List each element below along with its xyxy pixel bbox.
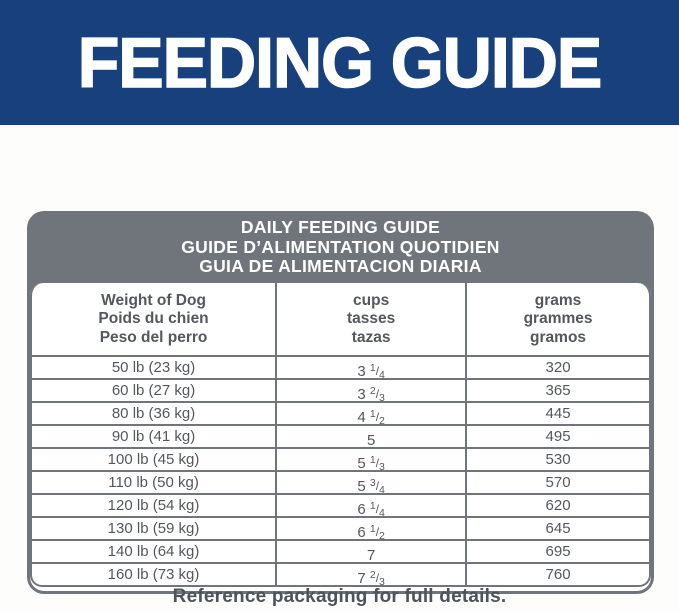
header-weight-fr: Poids du chien xyxy=(98,310,209,327)
cups-slash: / xyxy=(375,502,380,516)
grams-cell: 570 xyxy=(465,470,649,493)
table-row xyxy=(32,539,649,562)
header-grams xyxy=(465,283,649,356)
cups-numerator: 3 xyxy=(369,477,376,489)
cups-whole: 3 xyxy=(357,386,366,403)
grams-cell: 320 xyxy=(465,355,649,378)
cups-slash: / xyxy=(375,479,380,493)
table-row xyxy=(32,516,649,542)
cups-numerator: 1 xyxy=(369,500,376,512)
cups-denominator: 4 xyxy=(379,484,385,496)
reference-note: Reference packaging for full details. xyxy=(172,586,507,607)
grams-cell: 495 xyxy=(465,424,649,447)
cups-slash: / xyxy=(375,571,380,585)
weight-cell: 110 lb (50 kg) xyxy=(32,470,275,493)
table-header-row xyxy=(32,283,649,356)
cups-whole: 5 xyxy=(357,478,366,495)
cups-numerator: 1 xyxy=(369,408,376,420)
card-title-es: GUIA DE ALIMENTACION DIARIA xyxy=(199,256,482,276)
cups-whole: 6 xyxy=(357,501,366,518)
weight-cell: 50 lb (23 kg) xyxy=(32,355,275,378)
header-grams-es: gramos xyxy=(530,328,587,346)
weight-cell: 90 lb (41 kg) xyxy=(32,424,275,447)
daily-feeding-guide-card xyxy=(27,211,654,594)
weight-cell: 100 lb (45 kg) xyxy=(32,447,275,470)
grams-cell: 445 xyxy=(465,401,649,424)
header-weight-es: Peso del perro xyxy=(99,328,208,346)
table-row xyxy=(32,378,649,404)
cups-cell xyxy=(275,355,465,381)
weight-cell: 140 lb (64 kg) xyxy=(32,539,275,562)
cups-numerator: 1 xyxy=(369,362,376,374)
cups-whole: 4 xyxy=(357,409,366,426)
cups-cell xyxy=(275,424,465,447)
table-row xyxy=(32,401,649,427)
cups-denominator: 3 xyxy=(379,392,385,404)
cups-slash: / xyxy=(375,387,380,401)
table-row xyxy=(32,355,649,381)
cups-slash: / xyxy=(375,456,380,470)
table-area xyxy=(30,283,651,592)
weight-cell: 130 lb (59 kg) xyxy=(32,516,275,539)
weight-cell: 60 lb (27 kg) xyxy=(32,378,275,401)
feeding-guide-banner xyxy=(0,0,679,125)
grams-cell: 530 xyxy=(465,447,649,470)
card-title-en: DAILY FEEDING GUIDE xyxy=(240,217,441,237)
header-grams-fr: grammes xyxy=(523,310,593,327)
grams-cell: 645 xyxy=(465,516,649,539)
cups-denominator: 4 xyxy=(379,507,385,519)
grams-cell: 620 xyxy=(465,493,649,516)
cups-denominator: 3 xyxy=(379,461,385,473)
cups-slash: / xyxy=(375,410,380,424)
feeding-table xyxy=(30,283,651,588)
cups-cell xyxy=(275,516,465,542)
header-grams-en: grams xyxy=(534,291,582,309)
card-title-fr: GUIDE D’ALIMENTATION QUOTIDIEN xyxy=(181,236,500,257)
cups-whole: 6 xyxy=(357,524,366,541)
cups-whole: 7 xyxy=(357,570,366,587)
header-cups xyxy=(275,283,465,356)
header-cups-es: tazas xyxy=(351,328,391,346)
cups-cell xyxy=(275,493,465,519)
table-row xyxy=(32,493,649,519)
cups-whole: 5 xyxy=(366,432,376,449)
cups-slash: / xyxy=(375,364,380,378)
cups-cell xyxy=(275,539,465,562)
page-title: FEEDING GUIDE xyxy=(77,22,602,103)
grams-cell: 695 xyxy=(465,539,649,562)
cups-denominator: 2 xyxy=(379,415,385,427)
card-title xyxy=(30,211,651,283)
cups-denominator: 3 xyxy=(379,576,385,587)
cups-whole: 5 xyxy=(357,455,366,472)
table-row xyxy=(32,470,649,496)
cups-denominator: 4 xyxy=(379,369,385,381)
table-row xyxy=(32,562,649,585)
cups-cell xyxy=(275,447,465,473)
cups-cell xyxy=(275,562,465,585)
cups-denominator: 2 xyxy=(379,530,385,542)
weight-cell: 80 lb (36 kg) xyxy=(32,401,275,424)
header-weight xyxy=(32,283,275,356)
cups-numerator: 1 xyxy=(369,454,376,466)
header-weight-en: Weight of Dog xyxy=(101,291,206,309)
header-cups-fr: tasses xyxy=(346,310,396,327)
weight-cell: 120 lb (54 kg) xyxy=(32,493,275,516)
cups-numerator: 1 xyxy=(369,523,376,535)
header-cups-en: cups xyxy=(353,291,390,309)
cups-numerator: 2 xyxy=(369,569,376,581)
weight-cell: 160 lb (73 kg) xyxy=(32,562,275,585)
cups-whole: 3 xyxy=(357,363,366,380)
cups-numerator: 2 xyxy=(369,385,376,397)
grams-cell: 760 xyxy=(465,562,649,585)
cups-cell xyxy=(275,470,465,496)
cups-slash: / xyxy=(375,525,380,539)
table-row xyxy=(32,424,649,447)
cups-cell xyxy=(275,378,465,404)
cups-cell xyxy=(275,401,465,427)
table-row xyxy=(32,447,649,473)
grams-cell: 365 xyxy=(465,378,649,401)
cups-whole: 7 xyxy=(366,547,376,564)
